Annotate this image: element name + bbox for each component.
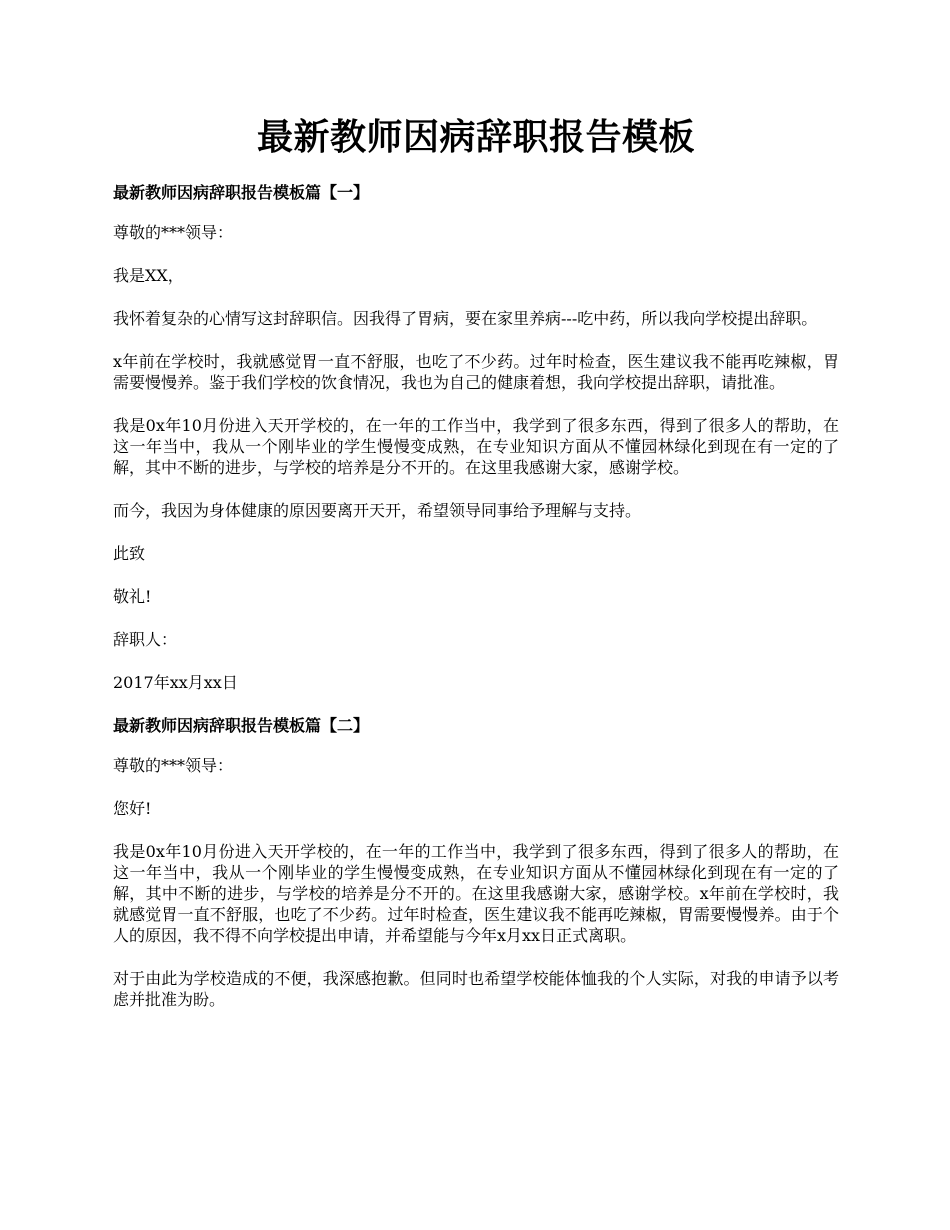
closing-phrase: 此致	[113, 544, 146, 563]
section-two	[113, 715, 839, 1010]
signature-label: 辞职人：	[113, 630, 178, 649]
section-heading: 最新教师因病辞职报告模板篇【二】	[113, 716, 370, 735]
body-paragraph: 我是0x年10月份进入天开学校的，在一年的工作当中，我学到了很多东西，得到了很多人的帮助，在这一年当中，我从一个刚毕业的学生慢慢变成熟，在专业知识方面从不懂园林绿化到现在有一定的了解，其中不断的进步，与学校的培养是分不开的。在这里我感谢大家，感谢学校。	[113, 416, 839, 477]
closing-salute: 敬礼!	[113, 587, 152, 606]
salutation: 尊敬的***领导：	[113, 223, 234, 242]
section-heading: 最新教师因病辞职报告模板篇【一】	[113, 183, 370, 202]
salutation: 尊敬的***领导：	[113, 756, 234, 775]
body-paragraph: 我怀着复杂的心情写这封辞职信。因我得了胃病，要在家里养病---吃中药，所以我向学校提出辞职。	[113, 309, 818, 328]
body-paragraph: x年前在学校时，我就感觉胃一直不舒服，也吃了不少药。过年时检查，医生建议我不能再吃辣椒，胃需要慢慢养。鉴于我们学校的饮食情况，我也为自己的健康着想，我向学校提出辞职，请批准。	[113, 352, 839, 392]
body-paragraph: 而今，我因为身体健康的原因要离开天开，希望领导同事给予理解与支持。	[113, 501, 642, 520]
body-paragraph: 我是0x年10月份进入天开学校的，在一年的工作当中，我学到了很多东西，得到了很多人的帮助，在这一年当中，我从一个刚毕业的学生慢慢变成熟，在专业知识方面从不懂园林绿化到现在有一定的了解，其中不断的进步，与学校的培养是分不开的。在这里我感谢大家，感谢学校。x年前在学校时，我就感觉胃一直不舒服，也吃了不少药。过年时检查，医生建议我不能再吃辣椒，胃需要慢慢养。由于个人的原因，我不得不向学校提出申请，并希望能与今年x月xx日正式离职。	[113, 842, 839, 945]
self-introduction: 我是XX，	[113, 266, 184, 285]
date-line: 2017年xx月xx日	[113, 673, 238, 692]
document-page	[113, 0, 839, 1010]
document-title: 最新教师因病辞职报告模板	[256, 116, 695, 158]
greeting: 您好!	[113, 799, 152, 818]
body-paragraph: 对于由此为学校造成的不便，我深感抱歉。但同时也希望学校能体恤我的个人实际，对我的申请予以考虑并批准为盼。	[113, 969, 839, 1009]
section-one	[113, 182, 839, 693]
